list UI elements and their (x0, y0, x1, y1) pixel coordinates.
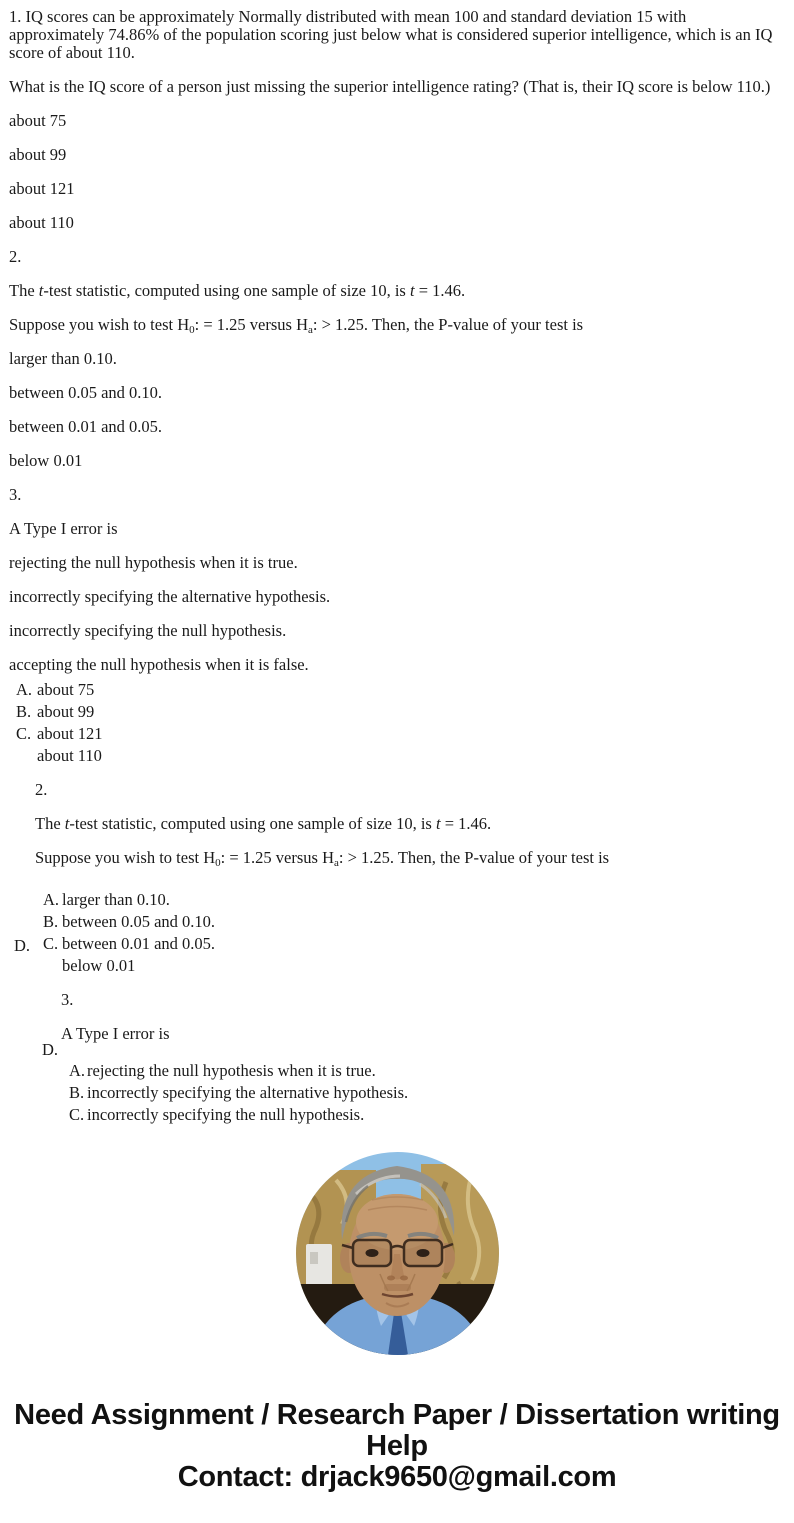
question-1-option: about 75 (9, 111, 67, 130)
answer-label: A. (43, 890, 60, 909)
h0-subscript: 0 (189, 324, 195, 336)
answer-list-1 (16, 679, 776, 767)
question-2-statistic (35, 813, 776, 835)
footer-banner (0, 1400, 794, 1493)
question-2-hypothesis (35, 847, 776, 869)
ha-subscript: a (307, 324, 313, 336)
hypothesis-text: Suppose you wish to test H (35, 848, 216, 867)
statistic-text: The (35, 814, 65, 833)
answer-row (16, 723, 776, 745)
statistic-t-symbol: t (409, 281, 415, 300)
question-2-option: larger than 0.10. (9, 349, 117, 368)
question-3-number: 3. (9, 485, 22, 504)
statistic-t-symbol: t (38, 281, 44, 300)
answer-label: A. (16, 680, 33, 699)
answer-text: about 110 (37, 746, 102, 765)
answer-label: C. (69, 1105, 85, 1124)
answer-text: between 0.05 and 0.10. (62, 912, 216, 931)
person-photo (296, 1152, 499, 1355)
question-3-option: rejecting the null hypothesis when it is true. (9, 553, 298, 572)
question-3-option: incorrectly specifying the alternative hypothesis. (9, 587, 331, 606)
hypothesis-text: : > 1.25. Then, the P-value of your test is (312, 315, 584, 334)
question-2-option: between 0.01 and 0.05. (9, 417, 163, 436)
footer-contact-line: Contact: drjack9650@gmail.com (177, 1461, 617, 1493)
statistic-text: -test statistic, computed using one sample of size 10, is (69, 814, 436, 833)
answer-label: C. (43, 934, 59, 953)
question-1-option: about 99 (9, 145, 67, 164)
h0-subscript: 0 (215, 857, 221, 869)
answer-label: B. (69, 1083, 85, 1102)
statistic-text: -test statistic, computed using one sample of size 10, is (43, 281, 410, 300)
answer-text: below 0.01 (62, 956, 136, 975)
tutor-avatar (296, 1152, 499, 1355)
question-1-text: 1. IQ scores can be approximately Normally distributed with mean 100 and standard deviation 15 with approximately 74.86% of the population scoring just below what is considered superior intelligence, which is an IQ score of about 110. (9, 7, 773, 62)
question-3-prompt: A Type I error is (61, 1024, 170, 1043)
statistic-t-symbol: t (435, 814, 441, 833)
question-2-option: below 0.01 (9, 451, 83, 470)
question-2-option: between 0.05 and 0.10. (9, 383, 163, 402)
question-1-option: about 110 (9, 213, 74, 232)
marker-d-question-2: D. (14, 936, 31, 955)
statistic-text: = 1.46. (414, 281, 466, 300)
answer-text: about 99 (37, 702, 95, 721)
answer-row (16, 745, 776, 767)
marker-d-question-3: D. (42, 1040, 59, 1059)
statistic-text: = 1.46. (440, 814, 492, 833)
question-3-option: accepting the null hypothesis when it is false. (9, 655, 309, 674)
hypothesis-text: : > 1.25. Then, the P-value of your test is (338, 848, 610, 867)
question-2-statistic (9, 282, 774, 300)
ha-subscript: a (333, 857, 339, 869)
questions-section (9, 8, 774, 690)
question-2-number: 2. (9, 247, 22, 266)
hypothesis-text: : = 1.25 versus H (194, 315, 308, 334)
answer-row (16, 701, 776, 723)
answer-text: about 121 (37, 724, 103, 743)
wall-plate (306, 1244, 332, 1290)
question-1-prompt: What is the IQ score of a person just missing the superior intelligence rating? (That is, their IQ score is below 110.) (9, 77, 771, 96)
statistic-t-symbol: t (64, 814, 70, 833)
question-2-hypothesis (9, 316, 774, 334)
question-3-option: incorrectly specifying the null hypothesis. (9, 621, 287, 640)
answer-row (69, 1060, 776, 1082)
hypothesis-text: Suppose you wish to test H (9, 315, 190, 334)
answer-label: C. (16, 724, 32, 743)
question-1-option: about 121 (9, 179, 75, 198)
answer-label: B. (43, 912, 59, 931)
answer-label: B. (16, 702, 32, 721)
answer-list-2 (43, 889, 776, 977)
answer-text: about 75 (37, 680, 95, 699)
answer-text: rejecting the null hypothesis when it is true. (87, 1061, 376, 1080)
answer-text: incorrectly specifying the null hypothesis. (87, 1105, 365, 1124)
answer-text: larger than 0.10. (62, 890, 170, 909)
answer-row (69, 1082, 776, 1104)
answer-text: incorrectly specifying the alternative hypothesis. (87, 1083, 409, 1102)
answer-text: between 0.01 and 0.05. (62, 934, 216, 953)
question-2-number: 2. (35, 780, 48, 799)
answer-question-2-block (35, 779, 776, 869)
answer-row (43, 933, 776, 955)
hypothesis-text: : = 1.25 versus H (220, 848, 334, 867)
answer-row (16, 679, 776, 701)
question-3-number: 3. (61, 990, 74, 1009)
answer-row (43, 955, 776, 977)
answer-question-3-block (61, 989, 776, 1045)
answer-row (69, 1104, 776, 1126)
answer-label: A. (69, 1061, 86, 1080)
answer-row (43, 889, 776, 911)
question-3-prompt: A Type I error is (9, 519, 118, 538)
footer-ad-line: Need Assignment / Research Paper / Dissertation writing Help (14, 1399, 780, 1462)
statistic-text: The (9, 281, 39, 300)
answer-sheet-section (16, 679, 776, 1126)
answer-row (43, 911, 776, 933)
answer-list-3 (69, 1060, 776, 1126)
